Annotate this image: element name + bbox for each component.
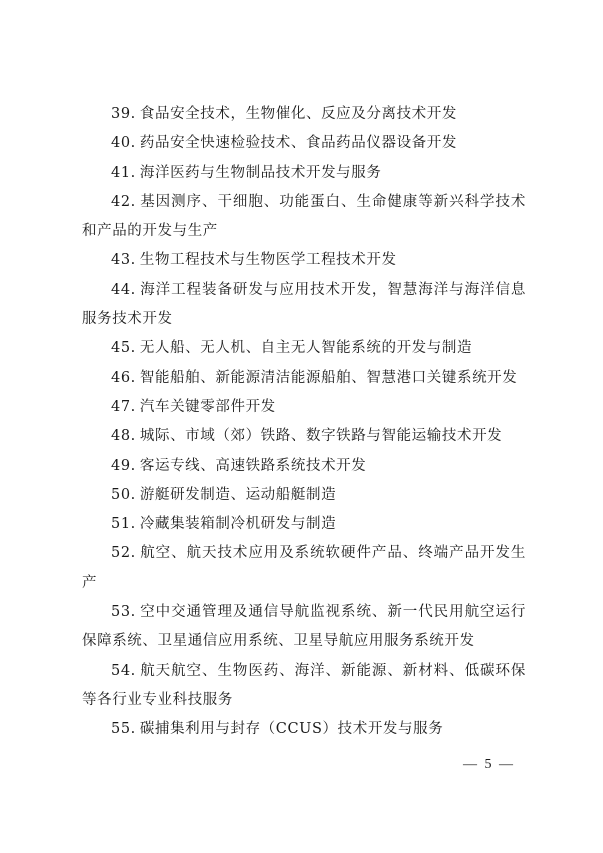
item-text: 冷藏集装箱制冷机研发与制造 <box>139 516 337 533</box>
list-item <box>82 422 526 451</box>
list-item <box>82 539 526 598</box>
item-number: 48. <box>111 428 136 445</box>
item-text: 海洋工程装备研发与应用技术开发，智慧海洋与海洋信息服务技术开发 <box>82 281 526 328</box>
item-list <box>82 100 526 745</box>
list-item <box>82 188 526 247</box>
list-item <box>82 393 526 422</box>
item-number: 41. <box>111 164 136 181</box>
item-number: 46. <box>111 369 136 386</box>
item-number: 50. <box>111 486 136 503</box>
list-item <box>82 159 526 188</box>
item-text: 游艇研发制造、运动船艇制造 <box>139 486 337 503</box>
list-item <box>82 334 526 363</box>
list-item <box>82 452 526 481</box>
item-number: 47. <box>111 398 136 415</box>
item-number: 44. <box>111 281 136 298</box>
list-item <box>82 246 526 275</box>
list-item <box>82 364 526 393</box>
item-number: 54. <box>111 662 136 679</box>
item-text: 基因测序、干细胞、功能蛋白、生命健康等新兴科学技术和产品的开发与生产 <box>82 193 526 240</box>
list-item <box>82 276 526 335</box>
item-text: 药品安全快速检验技术、食品药品仪器设备开发 <box>139 135 457 152</box>
item-text: 无人船、无人机、自主无人智能系统的开发与制造 <box>139 340 473 357</box>
item-number: 40. <box>111 135 136 152</box>
item-text: 智能船舶、新能源清洁能源船舶、智慧港口关键系统开发 <box>139 369 518 386</box>
item-number: 49. <box>111 457 136 474</box>
list-item <box>82 481 526 510</box>
item-number: 45. <box>111 340 136 357</box>
item-number: 43. <box>111 252 136 269</box>
item-text: 汽车关键零部件开发 <box>139 398 276 415</box>
item-text: 食品安全技术，生物催化、反应及分离技术开发 <box>139 106 457 122</box>
page-number: — 5 — <box>463 757 515 772</box>
item-number: 52. <box>111 545 136 562</box>
item-number: 55. <box>111 721 136 738</box>
list-item <box>82 100 526 129</box>
list-item <box>82 598 526 657</box>
item-text: 生物工程技术与生物医学工程技术开发 <box>139 252 397 269</box>
item-number: 42. <box>111 193 136 210</box>
item-text: 城际、市域（郊）铁路、数字铁路与智能运输技术开发 <box>139 428 503 445</box>
list-item <box>82 129 526 158</box>
item-text: 客运专线、高速铁路系统技术开发 <box>139 457 367 474</box>
item-number: 39. <box>111 106 136 122</box>
item-text: 海洋医药与生物制品技术开发与服务 <box>139 164 382 181</box>
item-number: 53. <box>111 604 136 621</box>
item-text: 空中交通管理及通信导航监视系统、新一代民用航空运行保障系统、卫星通信应用系统、卫星导航应用服务系统开发 <box>82 604 526 650</box>
item-text: 碳捕集利用与封存（CCUS）技术开发与服务 <box>139 721 444 738</box>
item-number: 51. <box>111 516 136 533</box>
list-item <box>82 510 526 539</box>
list-item <box>82 715 526 744</box>
item-text: 航空、航天技术应用及系统软硬件产品、终端产品开发生产 <box>82 545 526 591</box>
item-text: 航天航空、生物医药、海洋、新能源、新材料、低碳环保等各行业专业科技服务 <box>82 662 526 708</box>
list-item <box>82 657 526 716</box>
